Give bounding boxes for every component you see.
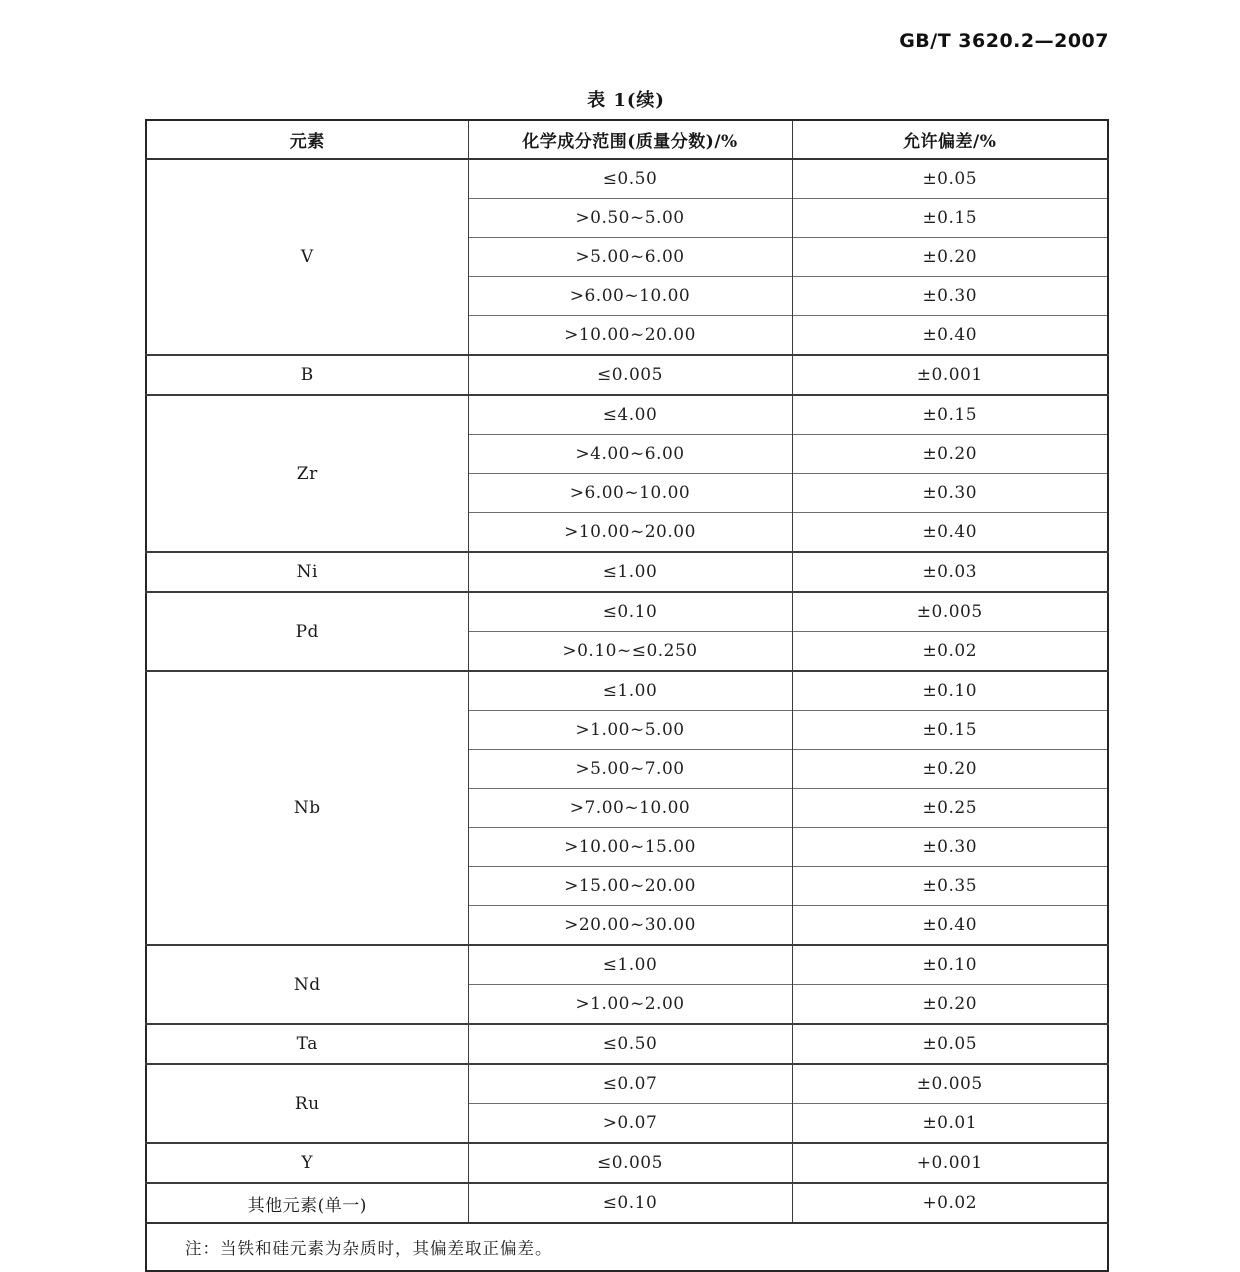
range-cell: >10.00~20.00 [468, 513, 792, 553]
range-cell: ≤1.00 [468, 671, 792, 711]
table-row [146, 1064, 1108, 1104]
deviation-cell: ±0.40 [792, 316, 1108, 356]
deviation-cell: ±0.40 [792, 906, 1108, 946]
range-cell: >4.00~6.00 [468, 435, 792, 474]
table-row [146, 671, 1108, 711]
deviation-cell: ±0.15 [792, 199, 1108, 238]
range-cell: >20.00~30.00 [468, 906, 792, 946]
range-cell: ≤0.10 [468, 1183, 792, 1223]
range-cell: >5.00~7.00 [468, 750, 792, 789]
range-cell: ≤1.00 [468, 945, 792, 985]
range-cell: ≤0.005 [468, 1143, 792, 1183]
deviation-cell: ±0.30 [792, 277, 1108, 316]
table-footer [146, 1223, 1108, 1271]
deviation-cell: ±0.20 [792, 985, 1108, 1025]
deviation-cell: ±0.15 [792, 711, 1108, 750]
deviation-cell: ±0.10 [792, 945, 1108, 985]
deviation-cell: ±0.05 [792, 1024, 1108, 1064]
element-cell: Ni [146, 552, 468, 592]
deviation-cell: ±0.20 [792, 750, 1108, 789]
deviation-cell: ±0.20 [792, 435, 1108, 474]
range-cell: ≤0.005 [468, 355, 792, 395]
range-cell: ≤0.50 [468, 1024, 792, 1064]
table-row [146, 159, 1108, 199]
deviation-cell: ±0.20 [792, 238, 1108, 277]
range-cell: >7.00~10.00 [468, 789, 792, 828]
deviation-cell: ±0.03 [792, 552, 1108, 592]
table-row [146, 395, 1108, 435]
deviation-cell: ±0.005 [792, 1064, 1108, 1104]
range-cell: ≤0.50 [468, 159, 792, 199]
deviation-cell: +0.001 [792, 1143, 1108, 1183]
range-cell: ≤1.00 [468, 552, 792, 592]
deviation-cell: ±0.005 [792, 592, 1108, 632]
table-row [146, 355, 1108, 395]
col-header-deviation: 允许偏差/% [792, 120, 1108, 159]
range-cell: >1.00~5.00 [468, 711, 792, 750]
table-row [146, 552, 1108, 592]
table-row [146, 592, 1108, 632]
standard-code: GB/T 3620.2—2007 [899, 30, 1109, 52]
deviation-cell: ±0.01 [792, 1104, 1108, 1144]
col-header-element: 元素 [146, 120, 468, 159]
range-cell: >6.00~10.00 [468, 277, 792, 316]
deviation-cell: ±0.15 [792, 395, 1108, 435]
deviation-cell: ±0.10 [792, 671, 1108, 711]
deviation-cell: ±0.35 [792, 867, 1108, 906]
table-header [146, 120, 1108, 159]
deviation-cell: ±0.001 [792, 355, 1108, 395]
range-cell: ≤4.00 [468, 395, 792, 435]
range-cell: >0.07 [468, 1104, 792, 1144]
range-cell: >0.10~≤0.250 [468, 632, 792, 672]
table-note: 注：当铁和硅元素为杂质时，其偏差取正偏差。 [146, 1223, 1108, 1271]
col-header-range: 化学成分范围(质量分数)/% [468, 120, 792, 159]
deviation-cell: ±0.30 [792, 474, 1108, 513]
range-cell: >6.00~10.00 [468, 474, 792, 513]
note-row [146, 1223, 1108, 1271]
element-cell: Nb [146, 671, 468, 945]
deviation-cell: ±0.02 [792, 632, 1108, 672]
range-cell: ≤0.10 [468, 592, 792, 632]
element-cell: Nd [146, 945, 468, 1024]
table-title: 表 1(续) [587, 90, 665, 111]
header-row [146, 120, 1108, 159]
range-cell: >15.00~20.00 [468, 867, 792, 906]
element-cell: V [146, 159, 468, 355]
table-row [146, 1143, 1108, 1183]
composition-tolerance-table [145, 119, 1109, 1272]
range-cell: >1.00~2.00 [468, 985, 792, 1025]
element-cell: Pd [146, 592, 468, 671]
element-cell: B [146, 355, 468, 395]
table-row [146, 1183, 1108, 1223]
range-cell: >5.00~6.00 [468, 238, 792, 277]
element-cell: Zr [146, 395, 468, 552]
element-cell: Y [146, 1143, 468, 1183]
range-cell: ≤0.07 [468, 1064, 792, 1104]
deviation-cell: ±0.30 [792, 828, 1108, 867]
deviation-cell: ±0.05 [792, 159, 1108, 199]
range-cell: >0.50~5.00 [468, 199, 792, 238]
table-body [146, 159, 1108, 1223]
element-cell: Ta [146, 1024, 468, 1064]
deviation-cell: +0.02 [792, 1183, 1108, 1223]
table-row [146, 1024, 1108, 1064]
deviation-cell: ±0.25 [792, 789, 1108, 828]
deviation-cell: ±0.40 [792, 513, 1108, 553]
table-row [146, 945, 1108, 985]
element-cell: 其他元素(单一) [146, 1183, 468, 1223]
element-cell: Ru [146, 1064, 468, 1143]
range-cell: >10.00~20.00 [468, 316, 792, 356]
range-cell: >10.00~15.00 [468, 828, 792, 867]
